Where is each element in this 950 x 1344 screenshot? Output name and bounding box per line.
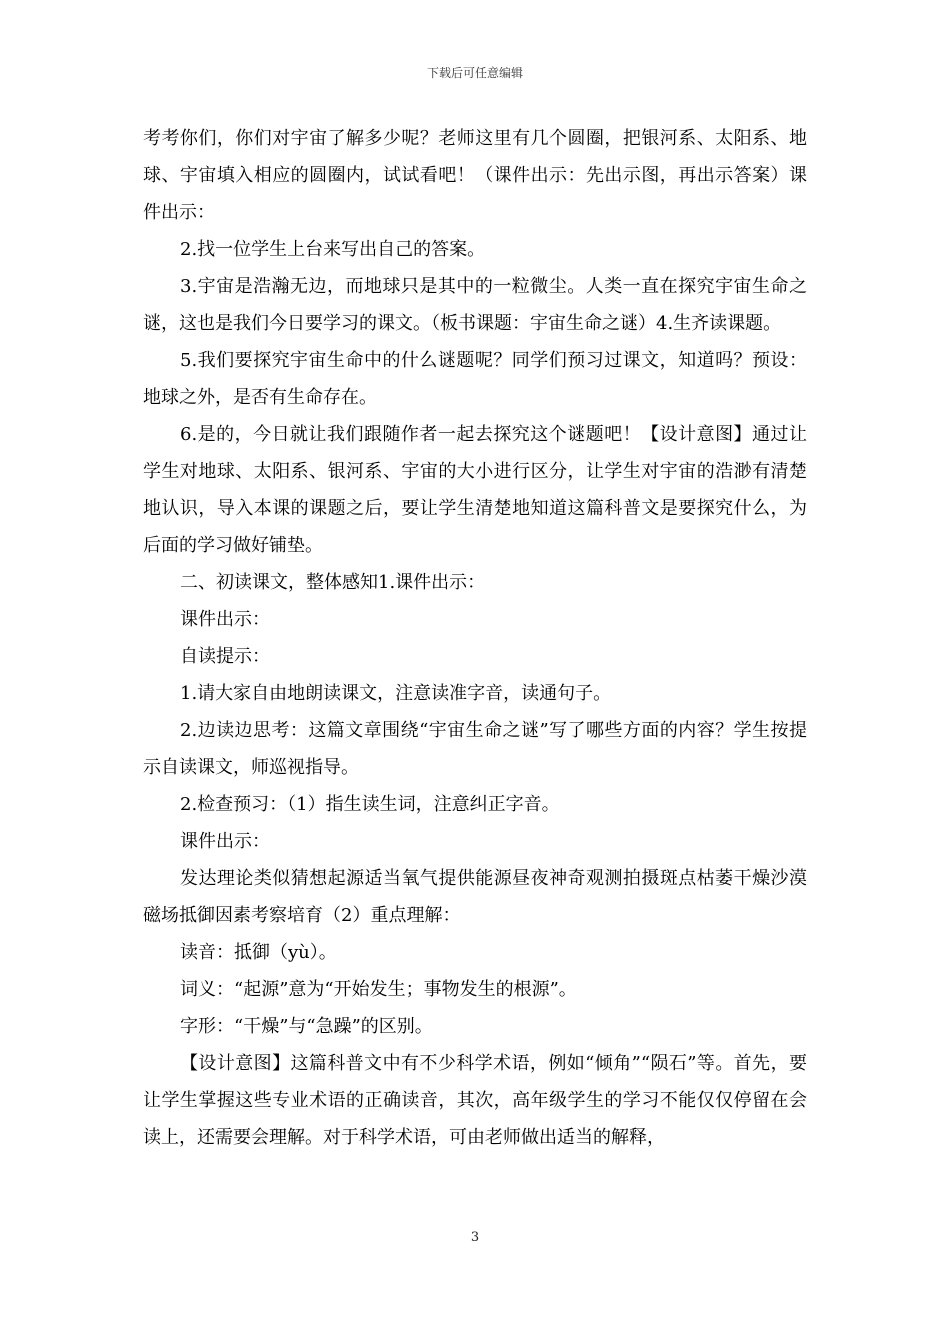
paragraph-character-form: 字形：“干燥”与“急躁”的区别。 — [180, 1016, 433, 1037]
paragraph-word-meaning: 词义：“起源”意为“开始发生；事物发生的根源”。 — [180, 979, 577, 1000]
paragraph-reading-tips: 自读提示： — [180, 646, 270, 667]
paragraph-pronunciation: 读音：抵御（yù）。 — [180, 942, 337, 963]
paragraph-design-intent: 【设计意图】这篇科普文中有不少科学术语，例如“倾角”“陨石”等。首先，要让学生掌握这些专业术语的正确读音，其次，高年级学生的学习不能仅仅停留在会读上，还需要会理解。对于科学术语，可由老师做出适当的解释， — [143, 1053, 807, 1148]
paragraph-step-2: 2.找一位学生上台来写出自己的答案。 — [180, 239, 486, 260]
paragraph-step-6: 6.是的，今日就让我们跟随作者一起去探究这个谜题吧！【设计意图】通过让学生对地球、太阳系、银河系、宇宙的大小进行区分，让学生对宇宙的浩渺有清楚地认识，导入本课的课题之后，要让学生清楚地知道这篇科普文是要探究什么，为后面的学习做好铺垫。 — [143, 424, 807, 556]
page-header: 下载后可任意编辑 — [426, 66, 523, 80]
paragraph-tip-1: 1.请大家自由地朗读课文，注意读准字音，读通句子。 — [180, 683, 612, 704]
paragraph-check-preview: 2.检查预习：（1）指生读生词，注意纠正字音。 — [180, 794, 560, 815]
document-body — [143, 120, 807, 1156]
paragraph-intro-question: 考考你们，你们对宇宙了解多少呢？老师这里有几个圆圈，把银河系、太阳系、地球、宇宙填入相应的圆圈内，试试看吧！（课件出示：先出示图，再出示答案）课件出示： — [143, 128, 807, 223]
paragraph-step-5: 5.我们要探究宇宙生命中的什么谜题呢？同学们预习过课文，知道吗？预设：地球之外，是否有生命存在。 — [143, 350, 807, 408]
paragraph-courseware-1: 课件出示： — [180, 609, 270, 630]
paragraph-step-3: 3.宇宙是浩瀚无边，而地球只是其中的一粒微尘。人类一直在探究宇宙生命之谜，这也是我们今日要学习的课文。（板书课题：宇宙生命之谜）4.生齐读课题。 — [143, 276, 807, 334]
paragraph-section-2-heading: 二、初读课文，整体感知1.课件出示： — [180, 572, 486, 593]
paragraph-tip-2: 2.边读边思考：这篇文章围绕“宇宙生命之谜”写了哪些方面的内容？学生按提示自读课文，师巡视指导。 — [143, 720, 807, 778]
paragraph-courseware-2: 课件出示： — [180, 831, 270, 852]
paragraph-vocabulary: 发达理论类似猜想起源适当氧气提供能源昼夜神奇观测拍摄斑点枯萎干燥沙漠磁场抵御因素考察培育（2）重点理解： — [143, 868, 807, 926]
page-number: 3 — [470, 1230, 480, 1245]
